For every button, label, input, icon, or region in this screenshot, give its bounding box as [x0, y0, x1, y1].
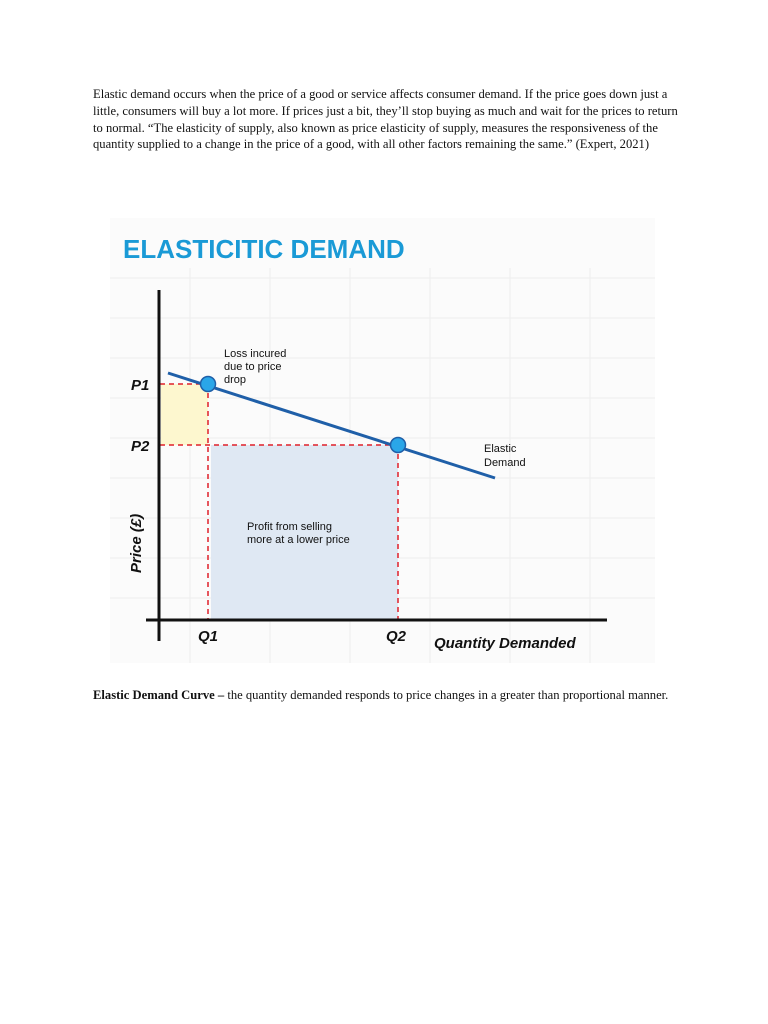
- point-p1-q1: [201, 377, 216, 392]
- loss-annotation-line-3: drop: [224, 374, 247, 386]
- elastic-demand-figure: [110, 218, 655, 663]
- caption-term: Elastic Demand Curve –: [93, 688, 228, 702]
- x-axis-label: Quantity Demanded: [434, 635, 576, 652]
- profit-annotation-line-1: Profit from selling: [247, 521, 332, 533]
- caption-text: the quantity demanded responds to price changes in a greater than proportional manner.: [227, 688, 669, 702]
- tick-label-q1: Q1: [198, 628, 219, 645]
- profit-annotation-line-2: more at a lower price: [247, 534, 350, 546]
- elastic-demand-diagram: [110, 218, 655, 663]
- loss-area: [161, 384, 208, 445]
- point-p2-q2: [391, 438, 406, 453]
- intro-paragraph: Elastic demand occurs when the price of a good or service affects consumer demand. If the price goes down just a little, consumers will buy a lot more. If prices just a bit, they’ll stop buying as much and wait for the prices to return to normal. “The elasticity of supply, also known as price elasticity of supply, measures the responsiveness of the quantity supplied to a change in the price of a good, with all other factors remaining the same.” (Expert, 2021): [93, 87, 678, 152]
- tick-label-p2: P2: [131, 438, 150, 455]
- figure-title: ELASTICITIC DEMAND: [123, 234, 405, 264]
- tick-label-p1: P1: [131, 377, 150, 394]
- tick-label-q2: Q2: [386, 628, 407, 645]
- curve-label-line-1: Elastic: [484, 443, 517, 455]
- curve-label-line-2: Demand: [484, 457, 526, 469]
- caption-paragraph: [93, 687, 678, 704]
- loss-annotation-line-1: Loss incured: [224, 348, 287, 360]
- y-axis-label: Price (£): [128, 513, 145, 573]
- loss-annotation-line-2: due to price: [224, 361, 282, 373]
